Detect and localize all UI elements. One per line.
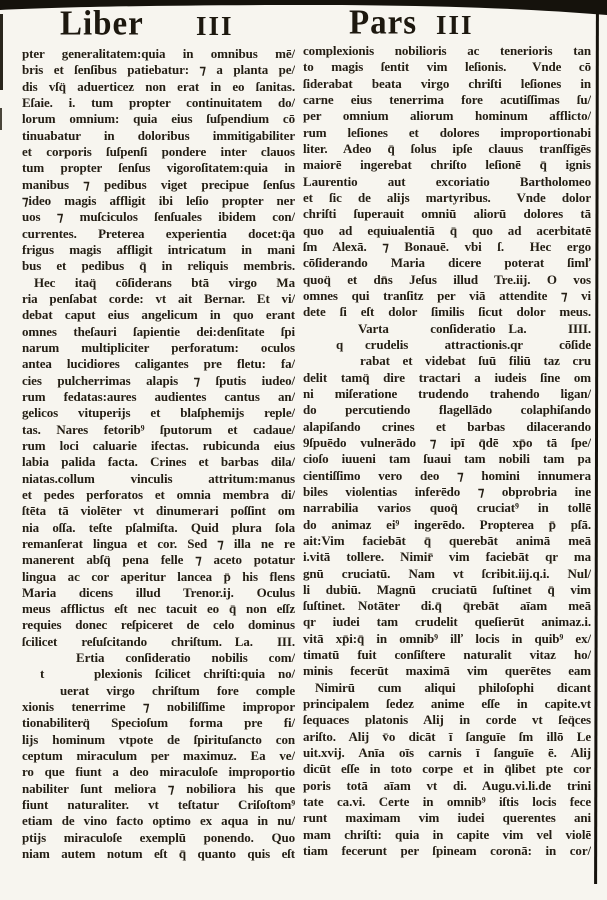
text-line: et corporis ſuſpenſi pondere inter clauos — [22, 143, 295, 159]
text-line: maiorē ingerebat chriſto leſionē q̄ ignis — [303, 157, 591, 173]
text-line: niatas.collum vinculis attritum:manus — [22, 470, 295, 486]
right-scan-border — [594, 10, 599, 884]
text-line: ro que fiunt a deo miraculoſe improportio — [22, 764, 295, 780]
text-line: uit.xvij. Anīa oīs carnis ī ſanguīe ē. Alij — [303, 745, 591, 761]
text-line: tum propter ſenſus vigoroſitatem:quia in — [22, 160, 295, 176]
text-line: Nimirū cum aliqui philoſophi dicant — [315, 679, 591, 695]
text-line: quoq̈ et dn̄s Jeſus illud Tre.iij. O vos — [303, 271, 591, 287]
text-line: timatū fuit conſiſtere naturalit vitaz ho/ — [303, 647, 591, 663]
text-line: omnes theſauri ſapientie dei:denſitate ſpi — [22, 323, 295, 339]
text-line: cies pulcherrimas alapis ⁊ ſputis iudeo/ — [22, 372, 295, 388]
text-line: dete ſi eſt dolor ſimilis ſicut dolor meus. — [303, 304, 591, 320]
text-line: tinuabatur in doloribus immitigabiliter — [22, 127, 295, 143]
text-line: dicūt eſſe in toto corpe et in q̄libet pte cor — [303, 761, 591, 777]
text-line: tionabiliterq̈ Specioſum forma pre fi/ — [22, 715, 295, 731]
text-line: xionis tenerrime ⁊ nobiliſſime impropor — [22, 699, 295, 715]
text-line: bus et pedibus q̄ in reliquis membris. — [22, 258, 295, 274]
text-line: ⁊ideo magis affligit ibi leſio propter ner — [22, 192, 295, 208]
running-head-liber: Liber — [60, 5, 144, 43]
text-line: Varta conſideratio La. IIII. — [358, 320, 591, 336]
text-line: gelicos vituperijs et blaſphemijs reple/ — [22, 405, 295, 421]
text-line: complexionis nobilioris ac tenerioris tan — [303, 43, 591, 58]
text-line: ni miſeratione trudendo trahendo ligan/ — [303, 385, 591, 401]
text-line: uerat virgo chriſtum fore comple — [60, 682, 295, 698]
text-line: rum loci caluarie ifectas. rubicunda eius — [22, 437, 295, 453]
text-line: principalem ſedez anime eſſe in capite.vt — [303, 696, 591, 712]
text-line: ſm Alexā. ⁊ Bonauē. vbi ſ. Hec ergo — [303, 238, 591, 254]
text-line: tate ca.vi. Certe in omnib⁹ iſtis locis fece — [303, 794, 591, 810]
text-line: biles violentias inferēdo ⁊ obprobria ine — [303, 483, 591, 499]
text-line: Ertia conſideratio nobilis com/ — [76, 650, 295, 666]
text-line: bris et ſenſibus patiebatur: ⁊ a planta pe/ — [22, 62, 295, 78]
text-line: lorum omnium: quia eius ſuſpendium cō — [22, 111, 295, 127]
text-line: uos ⁊ muſciculos ſenſuales ibidem con/ — [22, 209, 295, 225]
text-line: cōſiderando Maria dicere poterat ſimľ — [303, 255, 591, 271]
text-line: meus afflictus eſt nec tacuit eo q̄ non eſſz — [22, 601, 295, 617]
text-line: vitā xp̄i:q̄ in omnib⁹ ilľ locis in quib⁹ ex/ — [303, 630, 591, 646]
text-line: antea lucidiores caligantes pre fletu: fa/ — [22, 356, 295, 372]
text-line: currentes. Preterea experientia docet:q̈a — [22, 225, 295, 241]
text-line: ſequaces platonis Alij in corde vt ſeq̈ces — [303, 712, 591, 728]
text-line: gnū cruciatū. Nam vt ſcribit.iij.q.i. Nul/ — [303, 565, 591, 581]
running-head-pars: Pars — [349, 4, 418, 42]
text-line: carne eius tenerrima fore acutiſſimas ſu/ — [303, 91, 591, 107]
text-line: ſcilicet reſuſcitando chriſtum. La. III. — [22, 633, 295, 649]
text-line: quo ad equiualentiā q̄ quo ad acerbitatē — [303, 222, 591, 238]
running-head-pars-numeral: III — [436, 10, 474, 40]
text-line: narum multipliciter perforatum: oculos — [22, 339, 295, 355]
text-line: ſiderabat beata virgo chriſti leſiones in — [303, 75, 591, 91]
text-line: debat caput eius angelicum in quo erant — [22, 307, 295, 323]
left-scan-mark — [0, 14, 3, 90]
text-line: runt maximam vim iudei querentes ani — [303, 810, 591, 826]
left-scan-mark-small — [0, 108, 2, 130]
text-line: lingua ac cor aperitur lancea p̄ his flens — [22, 568, 295, 584]
text-line: per omnium aliorum hominum afflicto/ — [303, 108, 591, 124]
text-line: ria penſabat corde: vt ait Bernar. Et vi/ — [22, 290, 295, 306]
text-line: ptijs miraculoſe exemplū ponendo. Quo — [22, 829, 295, 845]
text-line: lijs hominum vtpote de ſpirituſancto con — [22, 731, 295, 747]
text-line: fiunt naturaliter. vt teſtatur Criſoſtom⁹ — [22, 797, 295, 813]
running-head-liber-numeral: III — [196, 11, 234, 41]
text-line: rabat et videbat ſuū filiū taz cru — [360, 353, 591, 369]
column-right — [303, 43, 591, 859]
text-line: dis vſq̈ aduerticez non erat in eo ſanitas. — [22, 78, 295, 94]
text-line: alapiſando crines et barbas dilacerando — [303, 418, 591, 434]
text-line: chriſti ſuperauit omniū aliorū dolores tā — [303, 206, 591, 222]
text-line: ait:Vim faciebāt q̄ querebāt animā meā — [303, 532, 591, 548]
text-line: i.vitā tollere. Nimir̄ vim faciebāt qr ma — [303, 549, 591, 565]
text-line: li dubiū. Magnū cruciatū ſuſtinet q̄ vim — [303, 581, 591, 597]
text-line: qr iudei tam crudelit queſierūt animaz.i. — [303, 614, 591, 630]
text-line: rum fedatas:aures audientes cantus an/ — [22, 388, 295, 404]
text-line: Eſaie. i. tum propter continuitatem do/ — [22, 94, 295, 110]
column-left — [22, 46, 295, 862]
text-line: t plexionis ſcilicet chriſti:quia no/ — [40, 666, 295, 682]
text-line: manibus ⁊ pedibus viget precipue ſenſus — [22, 176, 295, 192]
text-line: etiam de vino facto optimo ex aqua in nu/ — [22, 813, 295, 829]
text-line: to magis ſentit vim leſionis. Vnde cō — [303, 59, 591, 75]
text-line: cioſo iuueni tam ſuaui tam nobili tam pa — [303, 451, 591, 467]
text-line: liter. Adeo q̄ ſolus ipſe clauus tranſfigēs — [303, 140, 591, 156]
text-line: Laurentio aut excoriatio Bartholomeo — [303, 173, 591, 189]
text-line: et pedes perforatos et omnia membra di/ — [22, 486, 295, 502]
text-line: mam chriſti: quia in capite vim vel violē — [303, 826, 591, 842]
text-line: tiam fecerunt per ſpineam coronā: in cor/ — [303, 843, 591, 859]
text-line: ſtēta tā violēter vt dinumerari poſſint om — [22, 503, 295, 519]
text-line: et ſic de alijs martyribus. Vnde dolor — [303, 189, 591, 205]
text-line: Maria dicens illud Trenor.ij. Oculus — [22, 584, 295, 600]
text-line: narrabilia varios quoq̈ cruciat⁹ in tollē — [303, 500, 591, 516]
text-line: manerent abſq̈ pena felle ⁊ aceto potatur — [22, 552, 295, 568]
text-line: do percutiendo flagellādo colaphiſando — [303, 402, 591, 418]
text-line: tas. Nares fetorib⁹ ſputorum et cadaue/ — [22, 421, 295, 437]
text-line: frigus magis affligit intricatum in mani — [22, 241, 295, 257]
text-line: minis fecerūt maximā vim querētes eam — [303, 663, 591, 679]
text-line: pter generalitatem:quia in omnibus mē/ — [22, 46, 295, 61]
text-line: ariſto. Alij v̄o dicāt ī ſanguīe ſm illō Le — [303, 728, 591, 744]
text-line: 9ſpuēdo vulnerādo ⁊ ipī q̄dē xp̄o tā ſpe/ — [303, 434, 591, 450]
text-line: rum leſiones et dolores improportionabi — [303, 124, 591, 140]
text-line: q crudelis attractionis.qr cōſide — [336, 336, 591, 352]
text-line: nabiliter ſunt meliora ⁊ nobiliora his que — [22, 780, 295, 796]
dropcap-guide-letter: q — [336, 336, 344, 352]
text-line: omnes qui tranſitz per viā attendite ⁊ vi — [303, 287, 591, 303]
text-line: do animaz ei⁹ ingerēdo. Propterea p̄ pſā. — [303, 516, 591, 532]
text-line: ceptum miraculum per maximuz. Ea ve/ — [22, 748, 295, 764]
text-line: nia oſſa. teſte pſalmiſta. Quid plura ſola — [22, 519, 295, 535]
text-line: ſuſtinet. Notāter di.q̄ q̄rebāt aīam meā — [303, 598, 591, 614]
text-line: delit tamq̈ dire tractari a iudeis ſine om — [303, 369, 591, 385]
text-line: niam autem notum eſt q̄ quanto quis eſt — [22, 846, 295, 862]
text-line: poris totā aīam vt di. Augu.vi.li.de trini — [303, 777, 591, 793]
text-line: remanſerat lingua et cor. Sed ⁊ illa ne re — [22, 535, 295, 551]
text-line: Hec itaq̈ cōſiderans btā virgo Ma — [34, 274, 295, 290]
dropcap-guide-letter: t — [40, 666, 45, 682]
text-line: cientiſſimo vero deo ⁊ homini innumera — [303, 467, 591, 483]
text-line: labia palida facta. Crines et barbas dila/ — [22, 454, 295, 470]
text-line: requies donec reſpiceret de celo dominus — [22, 617, 295, 633]
